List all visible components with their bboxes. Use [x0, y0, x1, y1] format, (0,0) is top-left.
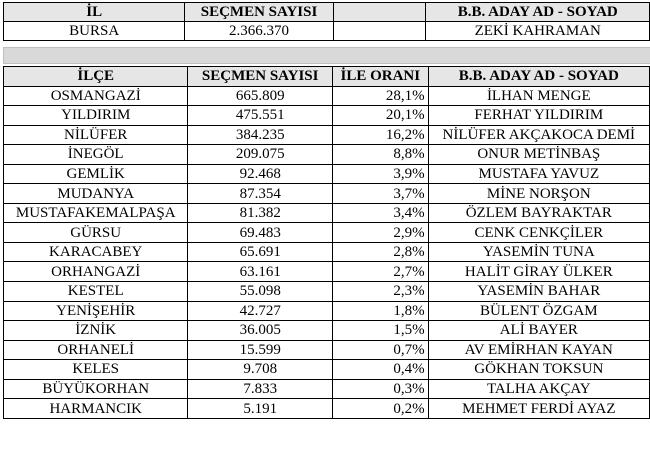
district-candidate: YASEMİN TUNA — [428, 242, 649, 262]
table-row — [4, 360, 650, 380]
district-ratio: 2,8% — [332, 242, 428, 262]
table-row — [4, 262, 650, 282]
table-row — [4, 282, 650, 302]
header-empty — [333, 3, 426, 22]
district-candidate: HALİT GİRAY ÜLKER — [428, 262, 649, 282]
district-candidate: AV EMİRHAN KAYAN — [428, 340, 649, 360]
table-row — [4, 242, 650, 262]
district-voters: 475.551 — [188, 106, 333, 126]
district-ratio: 3,9% — [332, 164, 428, 184]
district-name: KARACABEY — [4, 242, 188, 262]
district-ratio: 2,3% — [332, 282, 428, 302]
table-row — [4, 399, 650, 419]
district-voters: 55.098 — [188, 282, 333, 302]
header-aday: B.B. ADAY AD - SOYAD — [428, 67, 649, 87]
district-voters: 63.161 — [188, 262, 333, 282]
district-voters: 92.468 — [188, 164, 333, 184]
district-candidate: MUSTAFA YAVUZ — [428, 164, 649, 184]
table-row — [4, 145, 650, 165]
province-name: BURSA — [4, 22, 185, 41]
district-voters: 65.691 — [188, 242, 333, 262]
district-header-row — [4, 67, 650, 87]
province-row — [4, 22, 650, 41]
district-ratio: 0,4% — [332, 360, 428, 380]
district-rows — [4, 86, 650, 418]
province-candidate: ZEKİ KAHRAMAN — [426, 22, 650, 41]
district-voters: 665.809 — [188, 86, 333, 106]
province-empty — [333, 22, 426, 41]
header-il: İL — [4, 3, 185, 22]
district-name: MUDANYA — [4, 184, 188, 204]
district-candidate: ALİ BAYER — [428, 321, 649, 341]
district-voters: 36.005 — [188, 321, 333, 341]
table-row — [4, 203, 650, 223]
district-name: GÜRSU — [4, 223, 188, 243]
district-voters: 9.708 — [188, 360, 333, 380]
table-row — [4, 379, 650, 399]
district-voters: 69.483 — [188, 223, 333, 243]
district-voters: 15.599 — [188, 340, 333, 360]
table-row — [4, 321, 650, 341]
table-row — [4, 86, 650, 106]
district-candidate: TALHA AKÇAY — [428, 379, 649, 399]
district-ratio: 3,7% — [332, 184, 428, 204]
district-ratio: 0,7% — [332, 340, 428, 360]
district-name: HARMANCIK — [4, 399, 188, 419]
district-name: NİLÜFER — [4, 125, 188, 145]
district-ratio: 2,7% — [332, 262, 428, 282]
district-voters: 5.191 — [188, 399, 333, 419]
district-name: YILDIRIM — [4, 106, 188, 126]
header-ilce: İLÇE — [4, 67, 188, 87]
district-name: KESTEL — [4, 282, 188, 302]
district-candidate: İLHAN MENGE — [428, 86, 649, 106]
district-name: İNEGÖL — [4, 145, 188, 165]
district-voters: 384.235 — [188, 125, 333, 145]
table-row — [4, 164, 650, 184]
district-name: ORHANGAZİ — [4, 262, 188, 282]
district-candidate: GÖKHAN TOKSUN — [428, 360, 649, 380]
district-candidate: BÜLENT ÖZGAM — [428, 301, 649, 321]
district-ratio: 16,2% — [332, 125, 428, 145]
district-name: İZNİK — [4, 321, 188, 341]
district-ratio: 8,8% — [332, 145, 428, 165]
header-ile-orani: İLE ORANI — [332, 67, 428, 87]
table-row — [4, 125, 650, 145]
district-voters: 7.833 — [188, 379, 333, 399]
district-candidate: MEHMET FERDİ AYAZ — [428, 399, 649, 419]
district-ratio: 1,5% — [332, 321, 428, 341]
district-voters: 42.727 — [188, 301, 333, 321]
province-header-row — [4, 3, 650, 22]
table-row — [4, 223, 650, 243]
district-name: MUSTAFAKEMALPAŞA — [4, 203, 188, 223]
district-ratio: 28,1% — [332, 86, 428, 106]
district-name: OSMANGAZİ — [4, 86, 188, 106]
district-ratio: 1,8% — [332, 301, 428, 321]
district-candidate: MİNE NORŞON — [428, 184, 649, 204]
district-candidate: ONUR METİNBAŞ — [428, 145, 649, 165]
district-ratio: 2,9% — [332, 223, 428, 243]
district-name: BÜYÜKORHAN — [4, 379, 188, 399]
table-row — [4, 106, 650, 126]
district-name: KELES — [4, 360, 188, 380]
header-secmen-sayisi: SEÇMEN SAYISI — [185, 3, 333, 22]
header-secmen-sayisi: SEÇMEN SAYISI — [188, 67, 333, 87]
district-candidate: FERHAT YILDIRIM — [428, 106, 649, 126]
district-ratio: 3,4% — [332, 203, 428, 223]
district-ratio: 20,1% — [332, 106, 428, 126]
district-candidate: YASEMİN BAHAR — [428, 282, 649, 302]
district-ratio: 0,2% — [332, 399, 428, 419]
province-table — [3, 2, 650, 41]
district-candidate: ÖZLEM BAYRAKTAR — [428, 203, 649, 223]
district-voters: 81.382 — [188, 203, 333, 223]
province-voters: 2.366.370 — [185, 22, 333, 41]
district-ratio: 0,3% — [332, 379, 428, 399]
district-candidate: CENK CENKÇİLER — [428, 223, 649, 243]
table-row — [4, 301, 650, 321]
table-row — [4, 340, 650, 360]
district-voters: 209.075 — [188, 145, 333, 165]
header-aday: B.B. ADAY AD - SOYAD — [426, 3, 650, 22]
district-name: ORHANELİ — [4, 340, 188, 360]
district-table — [3, 66, 650, 419]
table-separator — [3, 47, 650, 64]
district-name: YENİŞEHİR — [4, 301, 188, 321]
district-voters: 87.354 — [188, 184, 333, 204]
district-candidate: NİLÜFER AKÇAKOCA DEMİ — [428, 125, 649, 145]
district-name: GEMLİK — [4, 164, 188, 184]
table-row — [4, 184, 650, 204]
